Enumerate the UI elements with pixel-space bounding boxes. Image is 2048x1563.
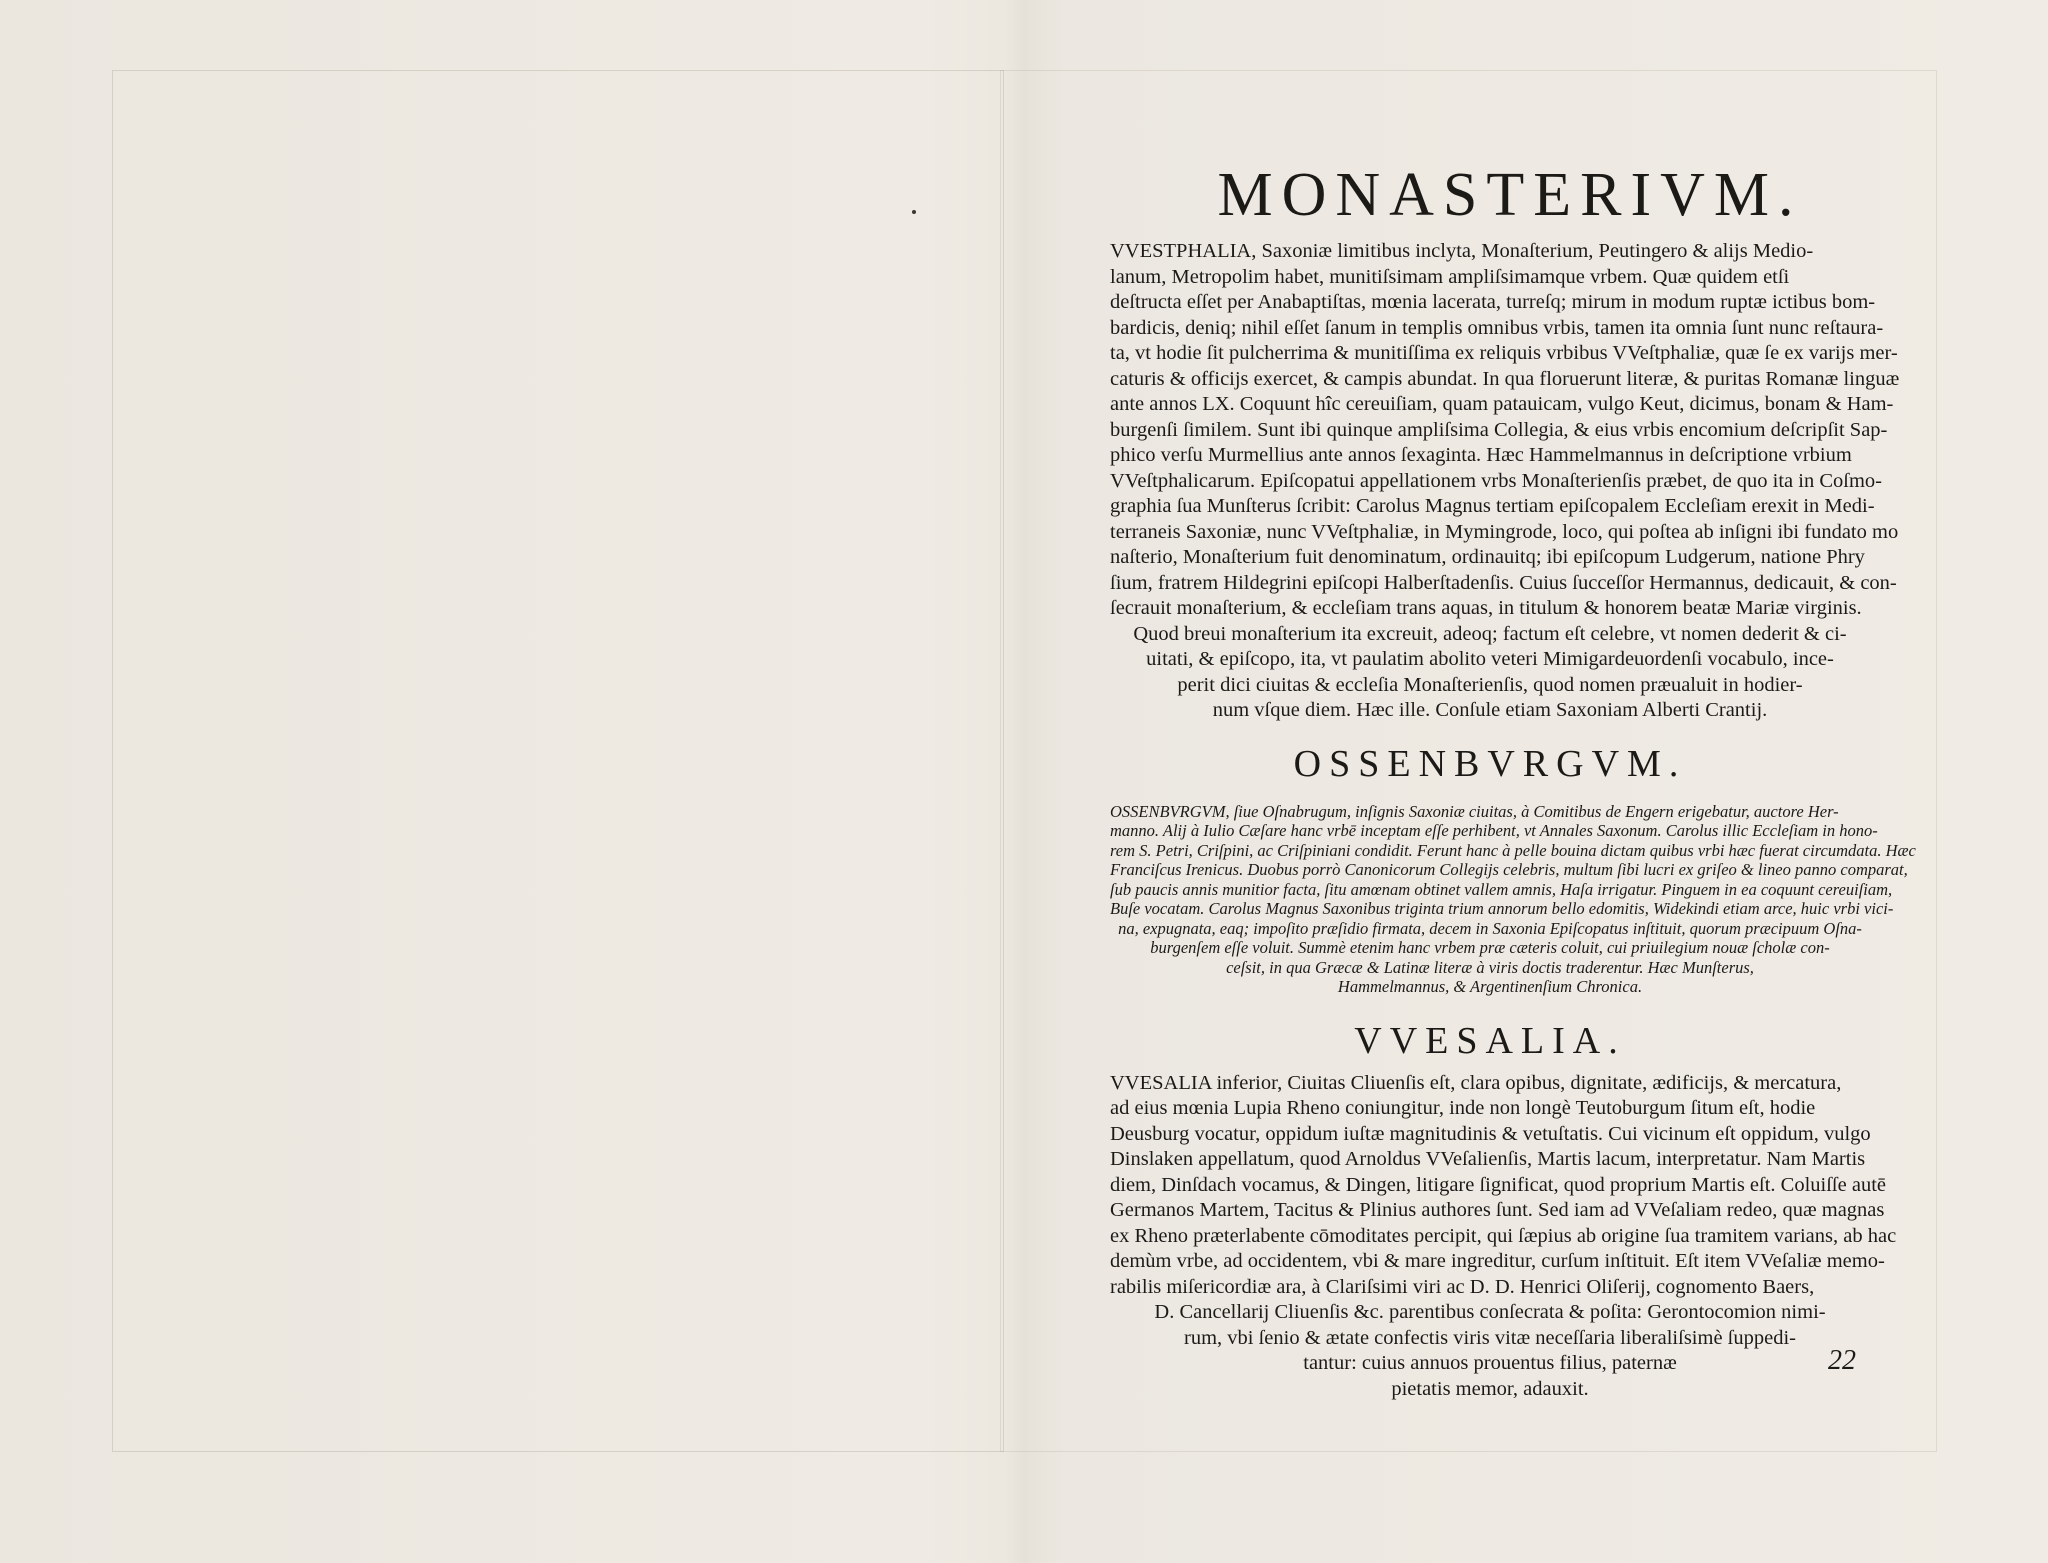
text-column <box>1110 160 1916 1402</box>
text-line: rabilis miſericordiæ ara, à Clariſsimi viri ac D. D. Henrici Oliſerij, cognomento Baers, <box>1110 1275 1815 1298</box>
text-line: ceſsit, in qua Græcæ & Latinæ literæ à viris doctis traderentur. Hæc Munſterus, <box>1226 957 1754 977</box>
text-line: demùm vrbe, ad occidentem, vbi & mare ingreditur, curſum inſtituit. Eſt item VVeſaliæ memo- <box>1110 1250 1885 1272</box>
text-line: uitati, & epiſcopo, ita, vt paulatim abolito veteri Mimigardeuordenſi vocabulo, ince- <box>1146 648 1834 670</box>
text-line: Deusburg vocatur, oppidum iuſtæ magnitudinis & vetuſtatis. Cui vicinum eſt oppidum, vulgo <box>1110 1122 1871 1145</box>
text-line: na, expugnata, eaq; impoſito præſidio firmata, decem in Saxonia Epiſcopatus inſtituit, quorum præcipuum Oſna- <box>1118 918 1862 938</box>
text-line: manno. Alij à Iulio Cæſare hanc vrbē inceptam eſſe perhibent, vt Annales Saxonum. Carolus illic Eccleſiam in hono- <box>1110 821 1878 840</box>
text-line: Franciſcus Irenicus. Duobus porrò Canonicorum Collegijs celebris, multum ſibi lucri ex griſeo & lineo panno comparat, <box>1110 860 1908 879</box>
text-line: deſtructa eſſet per Anabaptiſtas, mœnia lacerata, turreſq; mirum in modum ruptæ ictibus bom- <box>1110 291 1876 313</box>
heading-monasterium: MONASTERIVM. <box>1217 161 1803 229</box>
text-line: Dinslaken appellatum, quod Arnoldus VVeſalienſis, Martis lacum, interpretatur. Nam Martis <box>1110 1148 1866 1170</box>
text-line: Hammelmannus, & Argentinenſium Chronica. <box>1337 977 1643 996</box>
text-line: phico verſu Murmellius ante annos ſexaginta. Hæc Hammelmannus in deſcriptione vrbium <box>1110 444 1852 466</box>
text-line: ante annos LX. Coquunt hîc cereuiſiam, quam patauicam, vulgo Keut, dicimus, bonam & Ham- <box>1110 393 1894 415</box>
text-line: ad eius mœnia Lupia Rheno coniungitur, inde non longè Teutoburgum ſitum eſt, hodie <box>1110 1097 1816 1119</box>
paragraph-monasterium <box>1110 239 1900 724</box>
ink-speck <box>912 210 916 214</box>
text-line: caturis & officijs exercet, & campis abundat. In qua floruerunt literæ, & puritas Romanæ linguæ <box>1110 367 1900 390</box>
text-line: perit dici ciuitas & eccleſia Monaſterienſis, quod nomen præualuit in hodier- <box>1177 673 1803 696</box>
text-line: rum, vbi ſenio & ætate confectis viris vitæ neceſſaria liberaliſsimè ſuppedi- <box>1184 1326 1796 1349</box>
text-line: num vſque diem. Hæc ille. Conſule etiam Saxoniam Alberti Crantij. <box>1212 699 1768 721</box>
paragraph-vvesalia <box>1110 1071 1897 1403</box>
text-line: bardicis, deniq; nihil eſſet ſanum in templis omnibus vrbis, tamen ita omnia ſunt nunc reſtaura- <box>1110 316 1884 339</box>
text-line: OSSENBVRGVM, ſiue Oſnabrugum, inſignis Saxoniæ ciuitas, à Comitibus de Engern erigebatur, auctore Her- <box>1110 801 1839 821</box>
text-line: Quod breui monaſterium ita excreuit, adeoq; factum eſt celebre, vt nomen dederit & ci- <box>1133 622 1847 645</box>
text-line: VVeſtphalicarum. Epiſcopatui appellationem vrbs Monaſterienſis præbet, de quo ita in Coſmo- <box>1110 469 1882 492</box>
left-page-plate <box>112 70 1004 1452</box>
text-line: ex Rheno præterlabente cōmoditates percipit, qui ſæpius ab origine ſua tramitem varians, ab hac <box>1110 1224 1897 1247</box>
text-line: ſium, fratrem Hildegrini epiſcopi Halberſtadenſis. Cuius ſucceſſor Hermannus, dedicauit, & con- <box>1110 571 1897 594</box>
text-line: VVESTPHALIA, Saxoniæ limitibus inclyta, Monaſterium, Peutingero & alijs Medio- <box>1110 240 1814 262</box>
text-line: Germanos Martem, Tacitus & Plinius authores ſunt. Sed iam ad VVeſaliam redeo, quæ magnas <box>1110 1199 1885 1221</box>
text-line: rem S. Petri, Criſpini, ac Criſpiniani condidit. Ferunt hanc à pelle bouina dictam quibus vrbi hæc fuerat circumdata. Hæc <box>1110 840 1916 860</box>
text-line: burgenſi ſimilem. Sunt ibi quinque ampliſsima Collegia, & eius vrbis encomium deſcripſit Sap- <box>1110 418 1888 441</box>
text-line: diem, Dinſdach vocamus, & Dingen, litigare ſignificat, quod proprium Martis eſt. Coluiſſe autē <box>1110 1173 1886 1196</box>
text-line: terraneis Saxoniæ, nunc VVeſtphaliæ, in Mymingrode, loco, qui poſtea ab inſigni ibi fundato mo <box>1110 520 1899 543</box>
paragraph-ossenburgum <box>1110 801 1916 997</box>
text-line: graphia ſua Munſterus ſcribit: Carolus Magnus tertiam epiſcopalem Eccleſiam erexit in Medi- <box>1110 495 1875 517</box>
text-line: pietatis memor, adauxit. <box>1391 1377 1589 1400</box>
text-line: burgenſem eſſe voluit. Summè etenim hanc vrbem præ cæteris coluit, cui priuilegium nouæ ſcholæ con- <box>1150 938 1830 957</box>
heading-ossenburgum: OSSENBVRGVM. <box>1293 742 1687 785</box>
text-line: Buſe vocatam. Carolus Magnus Saxonibus triginta trium annorum bello edomitis, Widekindi etiam arce, huic vrbi vici- <box>1110 899 1894 918</box>
heading-vvesalia: VVESALIA. <box>1354 1019 1626 1062</box>
text-line: D. Cancellarij Cliuenſis &c. parentibus conſecrata & poſita: Gerontocomion nimi- <box>1154 1301 1826 1323</box>
text-line: VVESALIA inferior, Ciuitas Cliuenſis eſt, clara opibus, dignitate, ædificijs, & mercatura, <box>1110 1071 1842 1094</box>
text-line: ta, vt hodie ſit pulcherrima & munitiſſima ex reliquis vrbibus VVeſtphaliæ, quæ ſe ex varijs mer- <box>1110 342 1898 364</box>
text-line: ſecrauit monaſterium, & eccleſiam trans aquas, in titulum & honorem beatæ Mariæ virginis. <box>1110 597 1862 619</box>
page-number: 22 <box>1828 1345 1856 1376</box>
text-line: ſub paucis annis munitior facta, ſitu amœnam obtinet vallem amnis, Haſa irrigatur. Pinguem in ea coquunt cereuiſiam, <box>1110 879 1893 899</box>
text-line: tantur: cuius annuos prouentus filius, paternæ <box>1303 1352 1677 1374</box>
text-line: lanum, Metropolim habet, munitiſsimam ampliſsimamque vrbem. Quæ quidem etſi <box>1110 265 1790 288</box>
text-line: naſterio, Monaſterium fuit denominatum, ordinauitq; ibi epiſcopum Ludgerum, natione Phry <box>1110 546 1865 568</box>
